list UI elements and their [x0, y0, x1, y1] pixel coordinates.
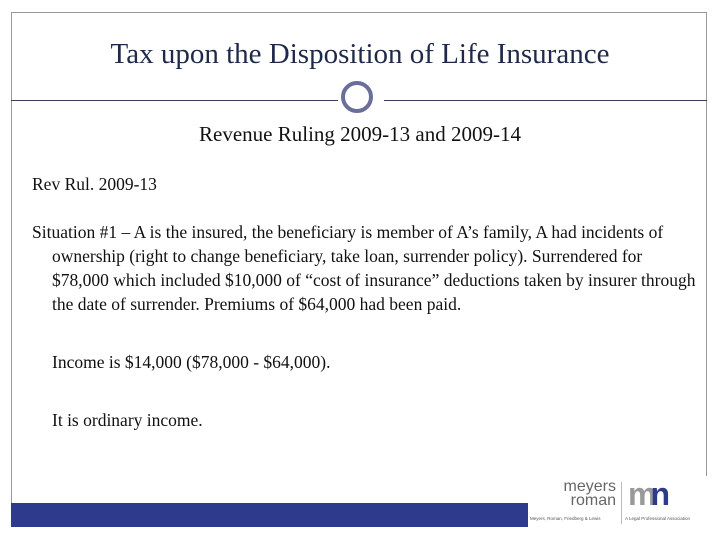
logo-firm-name: Meyers, Roman, Friedberg & Lewis — [530, 516, 601, 521]
footer-bar — [11, 503, 528, 527]
logo-mark-icon: mn — [628, 476, 664, 512]
divider-left — [11, 100, 338, 101]
slide-body — [32, 172, 697, 432]
circle-ornament-icon — [341, 81, 373, 113]
firm-logo — [528, 476, 707, 527]
slide-title: Tax upon the Disposition of Life Insurance — [110, 38, 610, 70]
conclusion-paragraph: It is ordinary income. — [52, 410, 203, 430]
logo-name-line1: meyers — [563, 478, 616, 495]
divider-right — [384, 100, 707, 101]
logo-name-line2: roman — [570, 492, 616, 509]
logo-tagline: A Legal Professional Association — [625, 516, 691, 521]
logo-name — [528, 480, 616, 508]
ruling-heading: Rev Rul. 2009-13 — [32, 174, 157, 194]
situation-paragraph: Situation #1 – A is the insured, the beneficiary is member of A’s family, A had incidents of ownership (right to change beneficiary, take loan, surrender policy). Surrendered for $78,000 which included $10,000 of “cost of insurance” deductions taken by insurer through the date of surrender. Premiums of $64,000 had been paid. — [32, 222, 696, 314]
income-paragraph: Income is $14,000 ($78,000 - $64,000). — [52, 352, 331, 372]
logo-divider — [621, 482, 622, 524]
slide-subtitle: Revenue Ruling 2009-13 and 2009-14 — [199, 122, 521, 146]
